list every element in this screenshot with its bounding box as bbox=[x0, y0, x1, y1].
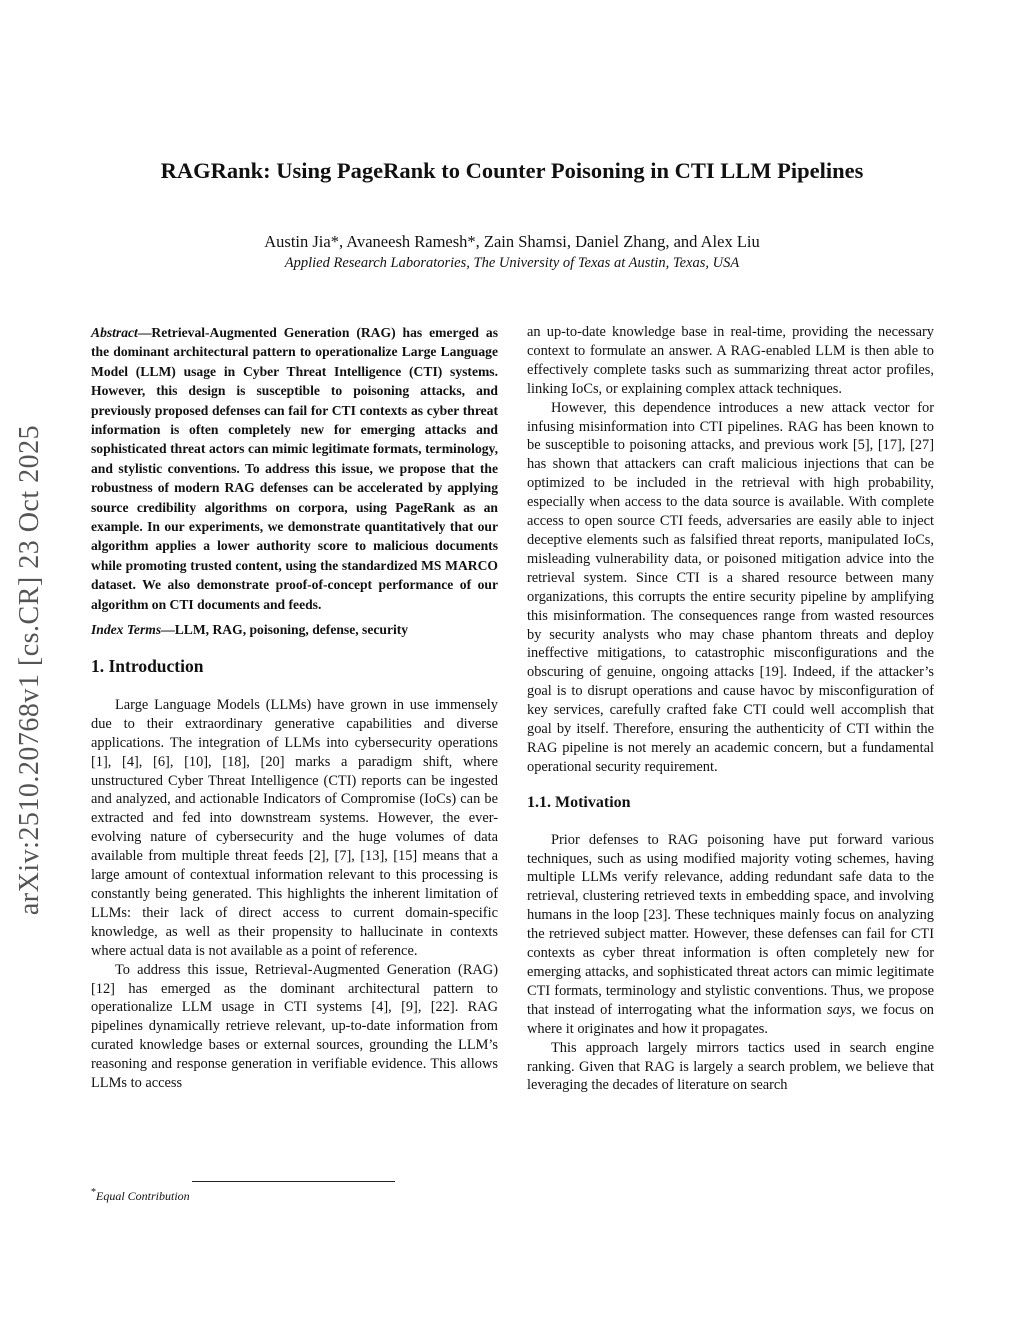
motivation-p1-part-a: Prior defenses to RAG poisoning have put forward various techniques, such as using modified majority voting schemes, having multiple LLMs verify relevance, adding redundant safe data to the retrieval, clustering retrieved texts in embedding space, and involving humans in the loop [23]. These techniques mainly focus on analyzing the retrieved subject matter. However, these defenses can fail for CTI contexts as cyber threat information is often completely new for emerging attacks, and sophisticated threat actors can mimic legitimate CTI formats, terminology and stylistic conventions. Thus, we propose that instead of interrogating what the information bbox=[527, 831, 934, 1018]
introduction-heading: 1. Introduction bbox=[91, 656, 204, 676]
introduction-paragraph-2-continued: an up-to-date knowledge base in real-time, providing the necessary context to formulate an answer. A RAG-enabled LLM is then able to effectively complete tasks such as summarizing threat actor profiles, linking IoCs, or explaining complex attack techniques. bbox=[527, 324, 934, 397]
introduction-paragraph-2: To address this issue, Retrieval-Augmented Generation (RAG) [12] has emerged as the dominant architectural pattern to operationalize LLM usage in CTI systems [4], [9], [22]. RAG pipelines dynamically retrieve relevant, up-to-date information from curated knowledge bases or external sources, grounding the LLM’s reasoning and response generation in verifiable evidence. This allows LLMs to access bbox=[91, 961, 498, 1092]
motivation-paragraph-2: This approach largely mirrors tactics used in search engine ranking. Given that RAG is largely a search problem, we believe that leveraging the decades of literature on search bbox=[527, 1039, 934, 1094]
introduction-paragraph-3: However, this dependence introduces a new attack vector for infusing misinformation into CTI pipelines. RAG has been known to be susceptible to poisoning attacks, and previous work [5], [17], [27] has shown that attackers can craft malicious injections that can be optimized to be included in the retrieval with high probability, especially when access to the data source is available. With complete access to open source CTI feeds, adversaries are easily able to inject deceptive elements such as falsified threat reports, manipulated IoCs, misleading vulnerability data, or poisoned mitigation advice into the retrieval system. Since CTI is a shared resource between many organizations, this corrupts the entire security pipeline by amplifying this misinformation. The consequences range from wasted resources by security analysts who may chase phantom threats and deploy ineffective mitigations, to catastrophic misconfigurations and the obscuring of genuine, ongoing attacks [19]. Indeed, if the attacker’s goal is to disrupt operations and cause havoc by misconfiguration of key services, carefully crafted fake CTI could well accomplish that goal by itself. Therefore, ensuring the authenticity of CTI within the RAG pipeline is not merely an academic concern, but a fundamental operational security requirement. bbox=[527, 399, 934, 775]
motivation-p1-emphasis: says bbox=[827, 1001, 852, 1018]
abstract-text: —Retrieval-Augmented Generation (RAG) has emerged as the dominant architectural pattern to operationalize Large Language Model (LLM) usage in Cyber Threat Intelligence (CTI) systems. However, this design is susceptible to poisoning attacks, and previously proposed defenses can fail for CTI contexts as cyber threat information is often completely new for emerging attacks and sophisticated threat actors can mimic legitimate formats, terminology, and stylistic conventions. To address this issue, we propose that the robustness of modern RAG defenses can be accelerated by applying source credibility algorithms on corpora, using PageRank as an example. In our experiments, we demonstrate quantitatively that our algorithm applies a lower authority score to malicious documents while promoting trusted content, using the standardized MS MARCO dataset. We also demonstrate proof-of-concept performance of our algorithm on CTI documents and feeds. bbox=[91, 325, 498, 612]
left-column bbox=[91, 323, 498, 1093]
abstract bbox=[91, 323, 498, 614]
motivation-p1-part-b: , we focus on where it originates and how it propagates. bbox=[527, 1001, 934, 1037]
paper-affiliation: Applied Research Laboratories, The University of Texas at Austin, Texas, USA bbox=[284, 255, 740, 271]
footnote bbox=[91, 1187, 190, 1204]
footnote-text: Equal Contribution bbox=[96, 1189, 190, 1203]
introduction-paragraph-1: Large Language Models (LLMs) have grown in use immensely due to their extraordinary generative capabilities and diverse applications. The integration of LLMs into cybersecurity operations [1], [4], [6], [10], [18], [20] marks a paradigm shift, where unstructured Cyber Threat Intelligence (CTI) reports can be ingested and analyzed, and actionable Indicators of Compromise (IoCs) can be extracted and fed into downstream systems. However, the ever-evolving nature of cybersecurity and the huge volumes of data available from multiple threat feeds [2], [7], [13], [15] means that a large amount of contextual information relevant to this processing is constantly being generated. This highlights the inherent limitation of LLMs: their lack of direct access to current domain-specific knowledge, as well as their propensity to hallucinate in contexts where actual data is not available as a point of reference. bbox=[91, 696, 498, 959]
footnote-divider bbox=[192, 1181, 395, 1182]
right-column bbox=[527, 323, 934, 1095]
index-terms bbox=[91, 621, 498, 640]
arxiv-identifier-stamp bbox=[10, 370, 50, 970]
index-terms-text: —LLM, RAG, poisoning, defense, security bbox=[161, 622, 409, 638]
abstract-label: Abstract bbox=[91, 325, 138, 340]
motivation-paragraph-1 bbox=[527, 831, 934, 1039]
index-terms-label: Index Terms bbox=[91, 622, 162, 638]
footnote-mark: * bbox=[91, 1187, 96, 1198]
paper-title: RAGRank: Using PageRank to Counter Poisoning in CTI LLM Pipelines bbox=[160, 158, 864, 183]
motivation-heading: 1.1. Motivation bbox=[527, 793, 631, 811]
arxiv-identifier-text: arXiv:2510.20768v1 [cs.CR] 23 Oct 2025 bbox=[14, 424, 45, 916]
paper-authors: Austin Jia*, Avaneesh Ramesh*, Zain Shamsi, Daniel Zhang, and Alex Liu bbox=[264, 232, 760, 251]
